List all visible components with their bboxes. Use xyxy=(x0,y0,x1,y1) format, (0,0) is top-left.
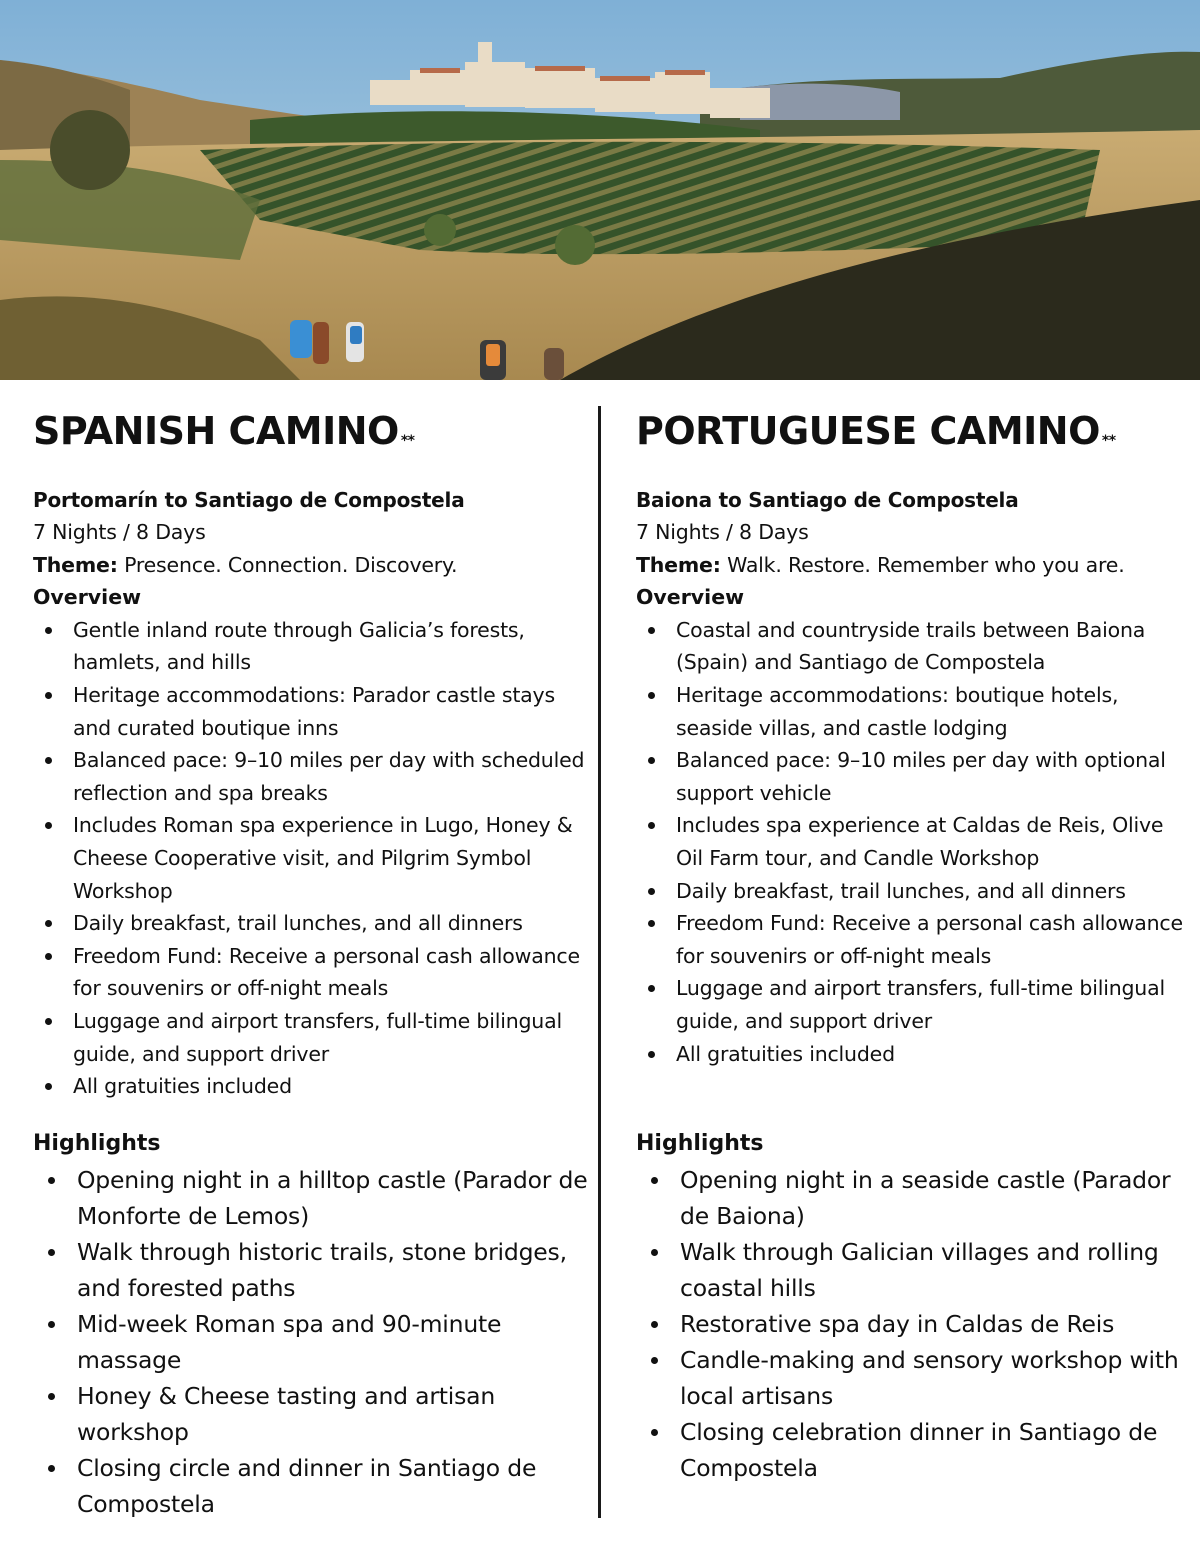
spanish-camino-title: SPANISH CAMINO ** xyxy=(33,409,415,453)
list-item: Coastal and countryside trails between Baiona (Spain) and Santiago de Compostela xyxy=(636,614,1196,679)
route: Baiona to Santiago de Compostela xyxy=(636,488,1019,512)
list-item: All gratuities included xyxy=(33,1070,593,1103)
hero-photo xyxy=(0,0,1200,380)
list-item: Heritage accommodations: Parador castle stays and curated boutique inns xyxy=(33,679,593,744)
list-item: Includes Roman spa experience in Lugo, Honey & Cheese Cooperative visit, and Pilgrim Symbol Workshop xyxy=(33,809,593,907)
list-item: Balanced pace: 9–10 miles per day with optional support vehicle xyxy=(636,744,1196,809)
list-item: Heritage accommodations: boutique hotels, seaside villas, and castle lodging xyxy=(636,679,1196,744)
title-mark: ** xyxy=(400,433,415,449)
list-item: Freedom Fund: Receive a personal cash allowance for souvenirs or off-night meals xyxy=(636,907,1196,972)
list-item: Includes spa experience at Caldas de Reis, Olive Oil Farm tour, and Candle Workshop xyxy=(636,809,1196,874)
list-item: Closing celebration dinner in Santiago de Compostela xyxy=(636,1414,1196,1486)
list-item: Luggage and airport transfers, full-time bilingual guide, and support driver xyxy=(636,972,1196,1037)
vineyard-hillside-village-photo-icon xyxy=(0,0,1200,380)
highlights-heading: Highlights xyxy=(636,1131,764,1156)
list-item: Balanced pace: 9–10 miles per day with scheduled reflection and spa breaks xyxy=(33,744,593,809)
list-item: Daily breakfast, trail lunches, and all dinners xyxy=(636,875,1196,908)
route: Portomarín to Santiago de Compostela xyxy=(33,488,465,512)
portuguese-camino-column xyxy=(636,404,1196,1482)
duration: 7 Nights / 8 Days xyxy=(33,520,206,544)
overview-heading: Overview xyxy=(33,585,142,610)
theme-text: Presence. Connection. Discovery. xyxy=(117,552,458,577)
portuguese-camino-title: PORTUGUESE CAMINO ** xyxy=(636,409,1116,453)
overview-list xyxy=(33,614,593,1103)
list-item: Candle-making and sensory workshop with local artisans xyxy=(636,1342,1196,1414)
spanish-camino-column xyxy=(33,404,593,1518)
overview-list xyxy=(636,614,1196,1070)
list-item: Opening night in a seaside castle (Parador de Baiona) xyxy=(636,1162,1196,1234)
list-item: All gratuities included xyxy=(636,1038,1196,1071)
list-item: Opening night in a hilltop castle (Parador de Monforte de Lemos) xyxy=(33,1162,593,1234)
list-item: Walk through historic trails, stone bridges, and forested paths xyxy=(33,1234,593,1306)
theme-text: Walk. Restore. Remember who you are. xyxy=(720,552,1125,577)
list-item: Gentle inland route through Galicia’s forests, hamlets, and hills xyxy=(33,614,593,679)
highlights-heading: Highlights xyxy=(33,1131,161,1156)
list-item: Walk through Galician villages and rolling coastal hills xyxy=(636,1234,1196,1306)
title-mark: ** xyxy=(1101,433,1116,449)
duration: 7 Nights / 8 Days xyxy=(636,520,809,544)
theme-label: Theme: xyxy=(33,552,118,577)
theme xyxy=(636,549,1196,582)
list-item: Restorative spa day in Caldas de Reis xyxy=(636,1306,1196,1342)
list-item: Daily breakfast, trail lunches, and all dinners xyxy=(33,907,593,940)
highlights-list xyxy=(33,1162,593,1522)
theme xyxy=(33,549,593,582)
list-item: Mid-week Roman spa and 90-minute massage xyxy=(33,1306,593,1378)
overview-heading: Overview xyxy=(636,585,745,610)
column-divider xyxy=(598,406,601,1518)
list-item: Freedom Fund: Receive a personal cash allowance for souvenirs or off-night meals xyxy=(33,940,593,1005)
list-item: Honey & Cheese tasting and artisan workshop xyxy=(33,1378,593,1450)
highlights-list xyxy=(636,1162,1196,1486)
list-item: Luggage and airport transfers, full-time bilingual guide, and support driver xyxy=(33,1005,593,1070)
theme-label: Theme: xyxy=(636,552,721,577)
list-item: Closing circle and dinner in Santiago de Compostela xyxy=(33,1450,593,1522)
